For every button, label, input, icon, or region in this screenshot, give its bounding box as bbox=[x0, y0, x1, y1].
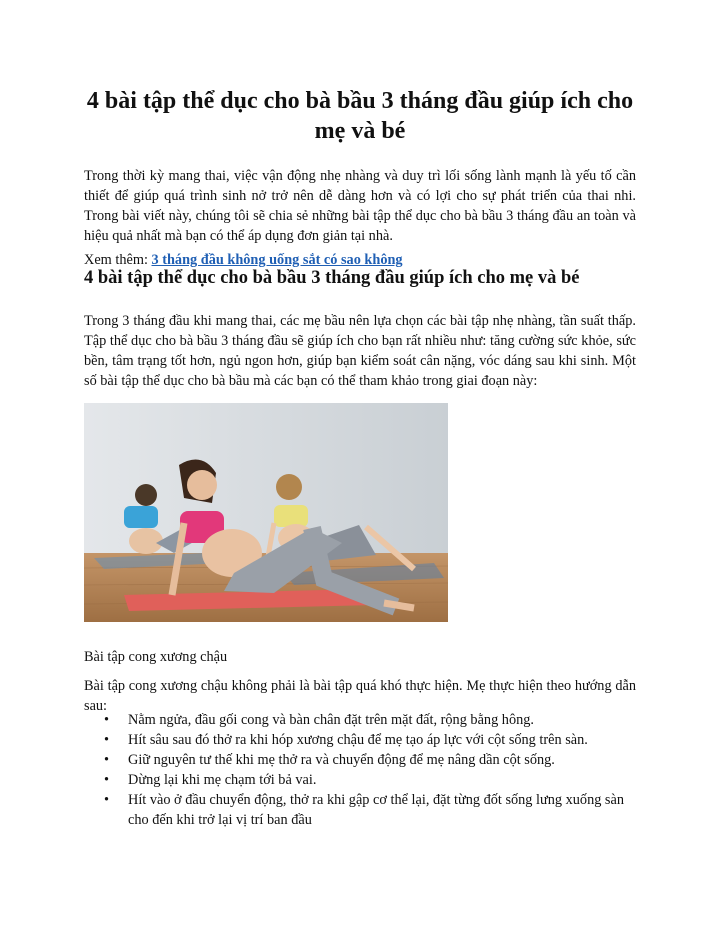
bullet-icon: • bbox=[104, 752, 110, 768]
bullet-icon: • bbox=[104, 792, 110, 808]
list-item: • Nằm ngửa, đầu gối cong và bàn chân đặt trên mặt đất, rộng bằng hông. bbox=[104, 712, 534, 728]
list-item: • Giữ nguyên tư thế khi mẹ thở ra và chuyển động để mẹ nâng dần cột sống. bbox=[104, 752, 555, 768]
page-title: 4 bài tập thể dục cho bà bầu 3 tháng đầu giúp ích cho mẹ và bé bbox=[86, 88, 634, 144]
bullet-icon: • bbox=[104, 772, 110, 788]
exercise-steps-list bbox=[84, 710, 636, 830]
see-also-prefix: Xem thêm: bbox=[84, 252, 152, 269]
pregnant-yoga-photo bbox=[84, 403, 448, 622]
exercise-guide: Bài tập cong xương chậu không phải là bài tập quá khó thực hiện. Mẹ thực hiện theo hướng dẫn sau: bbox=[84, 678, 636, 715]
list-item: • Hít vào ở đầu chuyển động, thở ra khi gập cơ thể lại, đặt từng đốt sống lưng xuống sàn cho đến khi trở lại vị trí ban đầu bbox=[104, 792, 624, 828]
section-heading: 4 bài tập thể dục cho bà bầu 3 tháng đầu giúp ích cho mẹ và bé bbox=[84, 268, 580, 288]
section-paragraph: Trong 3 tháng đầu khi mang thai, các mẹ bầu nên lựa chọn các bài tập nhẹ nhàng, tần suất thấp. Tập thể dục cho bà bầu 3 tháng đầu sẽ giúp ích cho bạn rất nhiều như: tăng cường sức khỏe, sức bền, tâm trạng tốt hơn, ngủ ngon hơn, giúp bạn kiểm soát cân nặng, vóc dáng sau khi sinh. Một số bài tập thể dục cho bà bầu mà các bạn có thể tham khảo trong giai đoạn này: bbox=[84, 313, 636, 390]
list-item: • Hít sâu sau đó thở ra khi hóp xương chậu để mẹ tạo áp lực với cột sống trên sàn. bbox=[104, 732, 588, 748]
bullet-icon: • bbox=[104, 732, 110, 748]
intro-paragraph: Trong thời kỳ mang thai, việc vận động nhẹ nhàng và duy trì lối sống lành mạnh là yếu tố cần thiết để giúp quá trình sinh nở trở nên dễ dàng hơn và có lợi cho sự phát triển của thai nhi. Trong bài viết này, chúng tôi sẽ chia sẻ những bài tập thể dục cho bà bầu 3 tháng đầu an toàn và hiệu quả nhất mà bạn có thể áp dụng đơn giản tại nhà. bbox=[84, 168, 636, 245]
bullet-icon: • bbox=[104, 712, 110, 728]
list-item: • Dừng lại khi mẹ chạm tới bả vai. bbox=[104, 772, 317, 788]
exercise-name: Bài tập cong xương chậu bbox=[84, 649, 228, 666]
see-also-link[interactable]: 3 tháng đầu không uống sắt có sao không bbox=[151, 252, 403, 269]
